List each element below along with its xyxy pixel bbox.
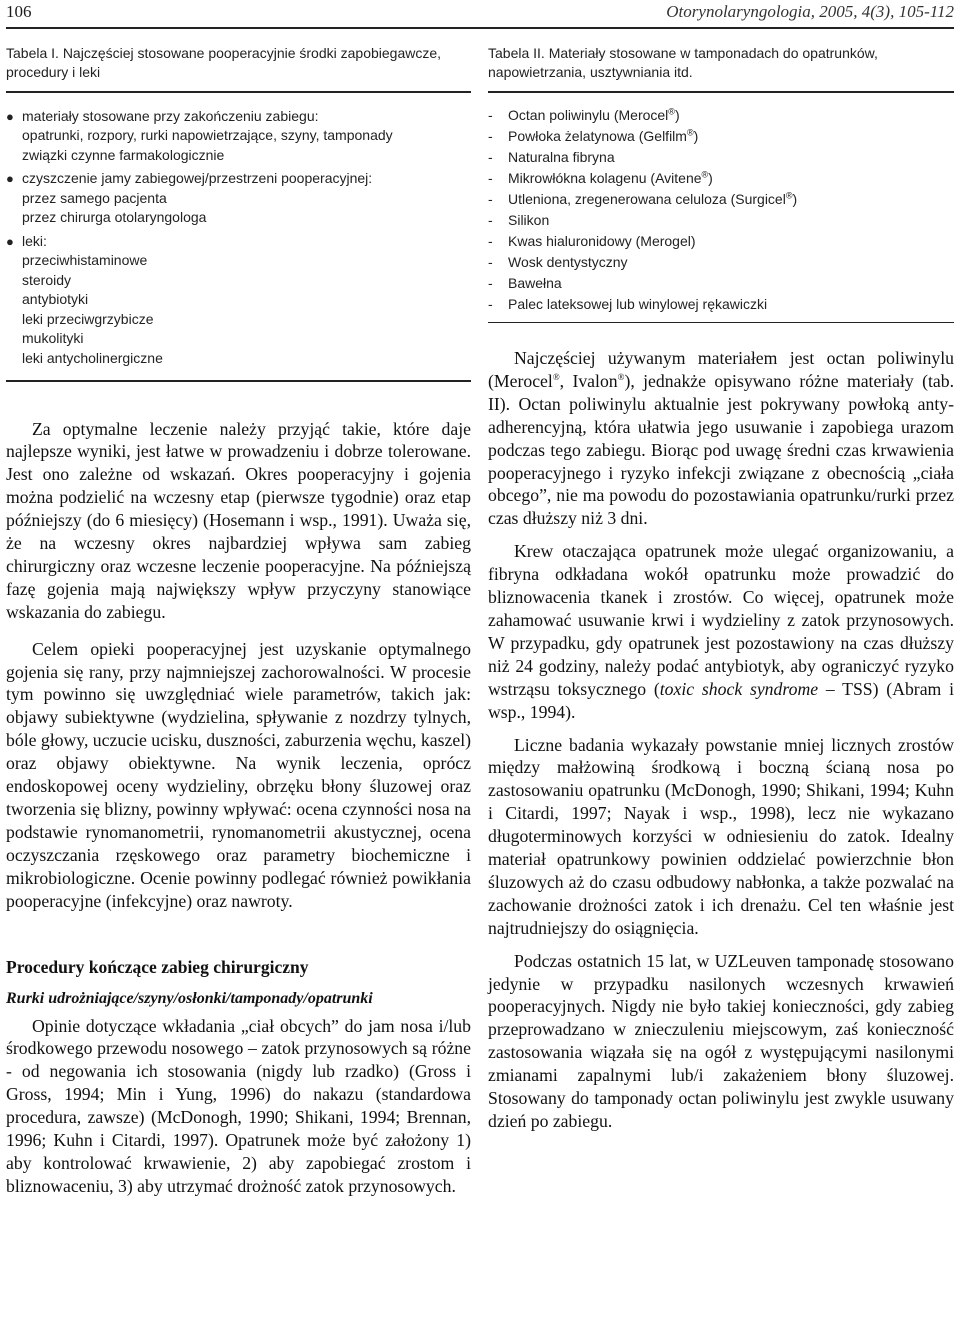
table-2 — [488, 44, 954, 323]
left-body — [6, 418, 471, 1198]
text-run: – TSS) (Abram i wsp., 1994). — [488, 678, 954, 722]
item-text: Silikon — [508, 211, 550, 228]
paragraph — [488, 540, 954, 723]
right-body — [488, 347, 954, 1133]
dash-icon: - — [488, 253, 493, 270]
table-2-item — [488, 252, 954, 273]
table-2-item — [488, 147, 954, 168]
registered-mark: ® — [668, 105, 675, 116]
table-2-item — [488, 168, 954, 189]
item-tail: ) — [693, 127, 699, 144]
table-1-group — [6, 107, 471, 166]
group-title: leki: — [22, 232, 47, 249]
dash-icon: - — [488, 169, 493, 186]
item-text: Kwas hialuronidowy (Merogel) — [508, 232, 696, 249]
table-2-item — [488, 231, 954, 252]
header-rule — [6, 27, 954, 29]
paragraph-gap — [488, 724, 954, 734]
subsection-heading: Rurki udrożniające/szyny/osłonki/tamponady/opatrunki — [6, 989, 373, 1007]
registered-mark: ® — [617, 372, 625, 383]
dash-icon: - — [488, 127, 493, 144]
left-column — [6, 44, 471, 1198]
registered-mark: ® — [552, 372, 560, 383]
dash-icon: - — [488, 232, 493, 249]
table-2-item — [488, 105, 954, 126]
group-title: czyszczenie jamy zabiegowej/przestrzeni pooperacyjnej: — [22, 170, 373, 186]
item-tail: ) — [674, 106, 680, 123]
table-1-group — [6, 232, 471, 369]
table-2-item — [488, 210, 954, 231]
dash-icon: - — [488, 190, 493, 207]
dash-icon: - — [488, 106, 493, 123]
item-text: Utleniona, zregenerowana celuloza (Surgicel — [508, 190, 786, 207]
group-item: przeciwhistaminowe — [22, 252, 148, 268]
text-run: , Ivalon — [559, 370, 618, 391]
table-2-item — [488, 294, 954, 315]
running-header — [6, 0, 954, 30]
text-run: Krew otaczająca opatrunek może ulegać organizowaniu, a fibryna odkładana wokół opatrunku może prowadzić do bliznowacenia tkanek i zrostów. Co więcej, opatrunek może zahamować usuwanie krwi i wydzieliny z zatok przynosowych. W przypadku, gdy opatrunek jest pozostawiony na czas dłuższy niż 24 godziny, należy podać antybiotyk, aby ograniczyć ryzyko wstrząsu toksycznego ( — [488, 541, 954, 699]
table-1 — [6, 44, 471, 382]
paragraph-gap — [488, 530, 954, 540]
table-2-item — [488, 273, 954, 294]
group-title: materiały stosowane przy zakończeniu zabiegu: — [22, 107, 319, 124]
group-item: mukolityki — [22, 330, 84, 346]
registered-mark: ® — [686, 126, 694, 137]
item-text: Mikrowłókna kolagenu (Avitene — [508, 169, 702, 186]
table-2-list — [488, 93, 954, 322]
registered-mark: ® — [701, 168, 709, 179]
bullet-icon: ● — [6, 171, 14, 186]
table-1-group — [6, 169, 471, 228]
group-item: leki przeciwgrzybicze — [22, 310, 154, 327]
dash-icon: - — [488, 295, 493, 312]
dash-icon: - — [488, 211, 493, 228]
item-text: Powłoka żelatynowa (Gelfilm — [508, 127, 687, 144]
table-1-caption: Tabela I. Najczęściej stosowane pooperacyjnie środki zapobiegawcze, procedury i leki — [6, 45, 442, 80]
item-text: Octan poliwinylu (Merocel — [508, 106, 669, 123]
dash-icon: - — [488, 274, 493, 291]
table-2-caption: Tabela II. Materiały stosowane w tamponadach do opatrunków, napowietrzania, usztywniania itd. — [488, 45, 878, 80]
bullet-icon: ● — [6, 233, 14, 249]
registered-mark: ® — [785, 189, 793, 200]
item-text: Bawełna — [508, 274, 562, 291]
section-heading: Procedury kończące zabieg chirurgiczny — [6, 956, 309, 977]
item-text: Palec lateksowej lub winylowej rękawiczki — [508, 295, 768, 312]
paragraph: Podczas ostatnich 15 lat, w UZLeuven tamponadę stosowano jedynie w przypadku nasilonych wczesnych krwawień pooperacyjnych. Nigdy nie było takiej konieczności, gdy zabieg przeprowadzano w znieczuleniu miejscowym, zaś konieczność zastosowania wiązała się na ogół z występującymi nasilonymi zmianami zapalnymi lub/i zakażeniem błony śluzowej. Stosowany do tamponady octan poliwinylu jest zwykle usuwany dzień po zabiegu. — [488, 950, 954, 1131]
text-run: ), jednakże opisywano różne materiały (tab. II). Octan poliwinylu aktualnie jest pokrywany powłoką anty-adherencyjną, która ułatwia jego usuwanie i zapobiega urazom podczas tego zabiegu. Biorąc pod uwagę średni czas krwawienia pooperacyjnego i ryzyko infekcji związane z obecnością „ciała obcego”, nie ma powodu do pozostawiania opatrunku/rurki przez czas dłuższy niż 3 dni. — [488, 370, 955, 529]
paragraph-gap — [488, 940, 954, 950]
text-run: Najczęściej używanym materiałem jest octan poliwinylu (Merocel — [488, 348, 954, 391]
group-item: antybiotyki — [22, 291, 89, 307]
page-number: 106 — [6, 2, 32, 21]
paragraph: Liczne badania wykazały powstanie mniej licznych zrostów między małżowiną środkową i boczną ścianą nosa po zastosowaniu opatrunku (McDonogh, 1990; Shikani, 1994; Kuhn i Citardi, 1997; Nayak i wsp., 1998), lecz nie wykazano długoterminowych korzyści w odniesieniu do zatok. Idealny materiał opatrunkowy powinien oddzielać powierzchnie błon śluzowych aż do czasu odbudowy nabłonka, a także pozwalać na zachowanie drożności zatok i ich drenażu. Cel ten właśnie jest najtrudniejszy do osiągnięcia. — [488, 734, 954, 938]
journal-citation: Otorynolaryngologia, 2005, 4(3), 105-112 — [666, 2, 954, 21]
dash-icon: - — [488, 148, 493, 165]
italic-term: toxic shock syndrome — [659, 678, 819, 699]
item-tail: ) — [792, 190, 798, 207]
paragraph: Celem opieki pooperacyjnej jest uzyskanie optymalnego gojenia się rany, przy najmniejszej zachorowalności. W procesie tym powinno się uwzględniać wiele parametrów, takich jak: objawy subiektywne (wydzielina, spływanie z nozdrzy tylnych, bóle głowy, uczucie ucisku, duszności, zaburzenia węchu, kaszel) oraz objawy obiektywne. Na wynik leczenia, oprócz endoskopowej oceny wydzieliny, obrzęku błony śluzowej oraz tworzenia się blizny, powinny wpływać: ocena czynności nosa na podstawie rynomanometrii, rynomanometrii akustycznej, ocena oczyszczania rzęskowego oraz parametry biochemiczne i mikrobiologiczne. Ocenie powinny podlegać również powikłania pooperacyjne (infekcyjne) oraz nawroty. — [6, 638, 471, 911]
group-item: steroidy — [22, 271, 72, 288]
group-item: przez chirurga otolaryngologa — [22, 209, 207, 225]
table-2-item — [488, 189, 954, 210]
table-2-item — [488, 126, 954, 147]
group-item: opatrunki, rozpory, rurki napowietrzające, szyny, tamponady — [22, 127, 393, 143]
bullet-icon: ● — [6, 108, 14, 124]
item-text: Wosk dentystyczny — [508, 253, 628, 270]
group-item: przez samego pacjenta — [22, 189, 167, 206]
group-item: związki czynne farmakologicznie — [22, 146, 225, 163]
item-tail: ) — [708, 169, 713, 186]
table-1-list — [6, 93, 471, 381]
group-item: leki antycholinergiczne — [22, 349, 163, 366]
right-column — [488, 44, 954, 1133]
paragraph: Za optymalne leczenie należy przyjąć takie, które daje najlepsze wyniki, jest łatwe w prowadzeniu i dobrze tolerowane. Jest ono zależne od wskazań. Okres pooperacyjny i gojenia można podzielić na wczesny etap (pierwsze tygodnie) oraz etap późniejszy (do 6 miesięcy) (Hosemann i wsp., 1991). Uważa się, że na wczesny okres najbardziej wpływa sam zabieg chirurgiczny oraz wczesne leczenie pooperacyjne. Na późniejszą fazę gojenia mają największy wpływ przyczyny stanowiące wskazania do zabiegu. — [6, 418, 471, 622]
paragraph-gap — [6, 624, 471, 638]
paragraph: Opinie dotyczące wkładania „ciał obcych” do jam nosa i/lub środkowego przewodu nosowego – zatok przynosowych są różne - od negowania ich stosowania (nigdy lub rzadko) (Gross i Gross, 1994; Min i Yung, 1996) do nakazu (standardowa procedura, zawsze) (McDonogh, 1990; Shikani, 1994; Brennan, 1996; Kuhn i Citardi, 1997). Opatrunek może być założony 1) aby kontrolować krwawienie, 2) aby zapobiegać zrostom i bliznowaceniu, 3) aby utrzymać drożność zatok przynosowych. — [6, 1015, 471, 1196]
item-text: Naturalna fibryna — [508, 148, 615, 165]
paragraph — [488, 347, 954, 530]
